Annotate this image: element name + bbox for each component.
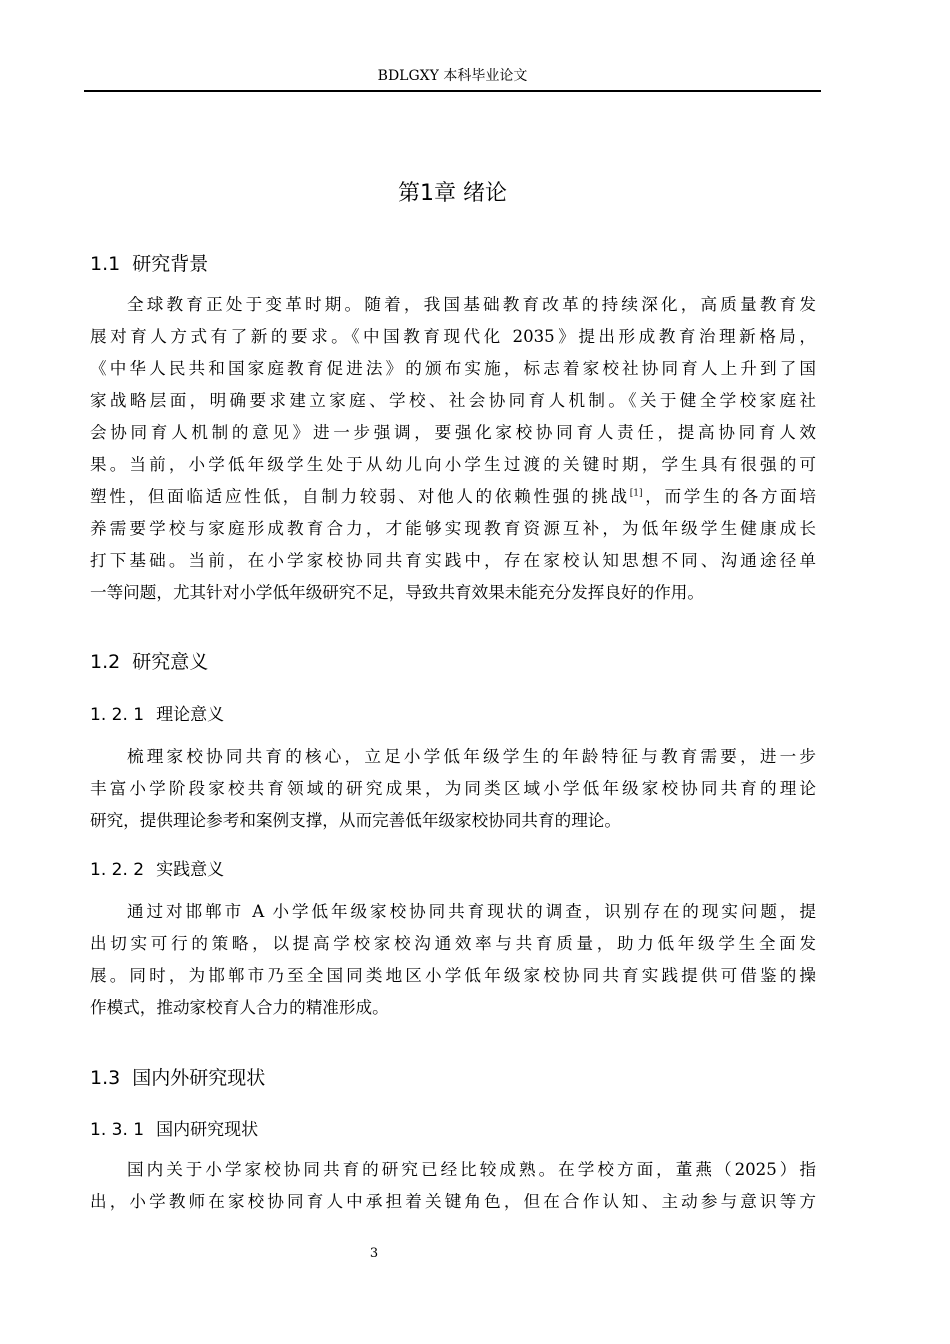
header-rule <box>84 90 821 92</box>
text-line <box>90 481 816 513</box>
text-line: 研究，提供理论参考和案例支撑，从而完善低年级家校协同共育的理论。 <box>90 811 621 830</box>
text-line: 《中华人民共和国家庭教育促进法》的颁布实施，标志着家校社协同育人上升到了国 <box>90 359 816 378</box>
chapter-title: 第1章 绪论 <box>398 181 507 206</box>
text-line: 出，小学教师在家校协同育人中承担着关键角色，但在合作认知、主动参与意识等方 <box>90 1192 816 1211</box>
section-number: 1. 2. 2 <box>90 860 145 880</box>
text-line: 一等问题，尤其针对小学低年级研究不足，导致共育效果未能充分发挥良好的作用。 <box>90 583 704 602</box>
text-line: 家战略层面，明确要求建立家庭、学校、社会协同育人机制。《关于健全学校家庭社 <box>90 391 816 410</box>
subsection-heading-1-2-2 <box>90 855 224 885</box>
page-number: 3 <box>369 1246 379 1261</box>
section-title: 理论意义 <box>156 705 225 725</box>
section-number: 1.3 <box>90 1067 121 1089</box>
text-line: 展。同时，为邯郸市乃至全国同类地区小学低年级家校协同共育实践提供可借鉴的操 <box>90 966 816 985</box>
text-line: 会协同育人机制的意见》进一步强调，要强化家校协同育人责任，提高协同育人效 <box>90 423 816 442</box>
text-line: 出切实可行的策略，以提高学校家校沟通效率与共育质量，助力低年级学生全面发 <box>90 934 816 953</box>
paragraph-practical-significance <box>90 896 816 1024</box>
text-line: 丰富小学阶段家校共育领域的研究成果，为同类区域小学低年级家校协同共育的理论 <box>90 779 816 798</box>
section-heading-1-3 <box>90 1062 265 1094</box>
text-segment: 塑性，但面临适应性低，自制力较弱、对他人的依赖性强的挑战 <box>90 487 630 506</box>
subsection-heading-1-3-1 <box>90 1115 258 1145</box>
text-line: 通过对邯郸市 A 小学低年级家校协同共育现状的调查，识别存在的现实问题，提 <box>127 902 816 921</box>
section-heading-1-2 <box>90 646 208 678</box>
section-number: 1. 2. 1 <box>90 705 145 725</box>
section-title: 国内研究现状 <box>156 1120 259 1140</box>
section-title: 国内外研究现状 <box>132 1067 266 1089</box>
text-segment: ，而学生的各方面培 <box>642 487 817 506</box>
text-line: 梳理家校协同共育的核心，立足小学低年级学生的年龄特征与教育需要，进一步 <box>127 747 816 766</box>
paragraph-theoretical-significance <box>90 741 816 837</box>
text-line: 展对育人方式有了新的要求。《中国教育现代化 2035》提出形成教育治理新格局， <box>90 327 816 346</box>
citation-marker: [1] <box>629 488 643 499</box>
paragraph-research-background <box>90 289 816 609</box>
text-line: 打下基础。当前，在小学家校协同共育实践中，存在家校认知思想不同、沟通途径单 <box>90 551 816 570</box>
section-number: 1. 3. 1 <box>90 1120 145 1140</box>
text-line: 养需要学校与家庭形成教育合力，才能够实现教育资源互补，为低年级学生健康成长 <box>90 519 816 538</box>
section-number: 1.2 <box>90 651 121 673</box>
section-number: 1.1 <box>90 253 121 275</box>
section-title: 实践意义 <box>156 860 225 880</box>
text-line: 果。当前，小学低年级学生处于从幼儿向小学生过渡的关键时期，学生具有很强的可 <box>90 455 816 474</box>
running-header: BDLGXY 本科毕业论文 <box>377 68 528 84</box>
paragraph-domestic-research <box>90 1154 816 1218</box>
subsection-heading-1-2-1 <box>90 700 224 730</box>
text-line: 全球教育正处于变革时期。随着，我国基础教育改革的持续深化，高质量教育发 <box>127 295 816 314</box>
section-heading-1-1 <box>90 248 208 280</box>
text-line: 作模式，推动家校育人合力的精准形成。 <box>90 998 389 1017</box>
text-line: 国内关于小学家校协同共育的研究已经比较成熟。在学校方面，董燕（2025）指 <box>127 1160 816 1179</box>
section-title: 研究背景 <box>132 253 209 275</box>
section-title: 研究意义 <box>132 651 209 673</box>
